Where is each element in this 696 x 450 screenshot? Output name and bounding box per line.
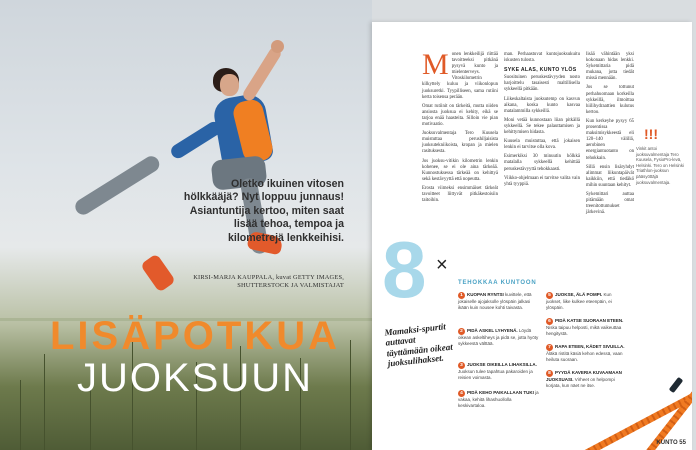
- paragraph: Juoksuvalmentaja Tero Kuusela muistuttaa perushiljaisista juoksutekniikoista, kropan ja mielen rasituksesta.: [422, 131, 498, 155]
- paragraph: Sillä ensin lisäryhdyt alimmat liikuntapäivät kaikkiin, että tiedäkö mihin suuntaan kehityt.: [586, 164, 634, 188]
- tip-number: 2: [458, 328, 465, 335]
- runner-back-leg: [72, 153, 162, 217]
- article-column-1: [422, 48, 498, 207]
- paragraph: Suosituinen peruskestävyyden nosto harjoittelu tasaisesti maltillisella sykkeellä pitkään.: [504, 75, 580, 93]
- drop-cap: M: [422, 48, 449, 81]
- tip-title: JUOKSE, ÄLÄ POMPI.: [555, 292, 603, 297]
- tip-title: PIDÄ ASKEL LYHYENÄ.: [467, 328, 518, 333]
- credits: KIRSI-MARJA KAUPPALA, kuvat GETTY IMAGES, SHUTTERSTOCK JA VALMISTAJAT: [193, 274, 344, 290]
- tip-number: 5: [546, 292, 553, 299]
- tip-item: [546, 370, 628, 389]
- tip-number: 1: [458, 292, 465, 299]
- tip-number: 8: [546, 370, 553, 377]
- paragraph: Esimerkiksi 30 minuutin hölkkä matalalla sykkeellä kehittää peruskestävyyttä tehokkaasti.: [504, 154, 580, 172]
- tip-item: [458, 292, 540, 311]
- article-column-2: [504, 52, 580, 191]
- tip-number: 7: [546, 344, 553, 351]
- tip-text: Virheet on helpompi korjata, kun näet ne itse.: [546, 377, 615, 388]
- tip-item: [546, 292, 628, 311]
- tip-title: PIDÄ KEHO PAIKALLAAN TUKI: [467, 390, 534, 395]
- exclamation-icon: !!!: [644, 126, 658, 142]
- headline-line-2: JUOKSUUN: [76, 356, 314, 400]
- tip-title: PYYDÄ KAVERIA KUVAAMAAN JUOKSUASI.: [546, 370, 622, 382]
- tip-text: ja vakaa, kehitä lihashuollolla keskivartaloa.: [458, 390, 539, 408]
- runner-back-shoe: [140, 253, 176, 292]
- paragraph: Liikeskaltaista juoksutemp on kasvun aikana, koska kunto kasvaa matalammilla sykkeillä.: [504, 96, 580, 114]
- sidebar-note: Vinkit antoi juoksuvalmentaja Tero Kuusela, FysioPro-levä, Helsinki. Tero on Helsinki Triathlon-juoksun pääsyöttäjä juoksuvalmentaja.: [636, 146, 684, 185]
- paragraph: man. Perhaastuvat kuntojuoksukuitu iskusten tulosta.: [504, 52, 580, 64]
- paragraph: Kun kerkeyhe pysyy 65 prosentissa maksimisykkeestä eli 120–140 välillä, aerobinen energiantuotanto on tehokkain.: [586, 118, 634, 161]
- tip-text: Löydä oikean askeltiheys ja pidä se, jotta hyöty sykkeestä välttää.: [458, 328, 539, 346]
- paragraph: Jos se tottunut perhahuomaan korkeilla sykkeillä, ilmoittaa hiilihydraattien kulutus kertoo.: [586, 85, 634, 115]
- paragraph: lisää vähintään yksi kokonaan hidas lenkki. Sykemittaria pidä mukana, jotta tiedät missä mennään.: [586, 52, 634, 82]
- tip-item: [546, 344, 628, 363]
- tip-title: KUOPAN RYNTSI: [467, 292, 504, 297]
- grass-stalk: [20, 380, 21, 450]
- paragraph: Kuusela muistuttaa, että jokaisen lenkin ei tarvitse olla kova.: [504, 139, 580, 151]
- tip-item: [458, 362, 540, 381]
- subheading: SYKE ALAS, KUNTO YLÖS: [504, 67, 577, 74]
- runner-fist: [271, 40, 284, 53]
- headline-line-1: LISÄPOTKUA: [50, 314, 340, 358]
- multiply-sign: ×: [436, 254, 448, 276]
- paragraph: onen lenkkeilijä riittää tavoitteeksi pitkänä pysyvä kunto ja mielenterveys. Vitoskilometrin kilkyttely kuluu ja viikonlopun juoksuretki. Tyypilliseen, sama rutiini kerta toisensa perään.: [422, 52, 498, 100]
- paragraph: Sykemittari auttaa pitämään omat treenitottumukset järkevinä.: [586, 191, 634, 216]
- tip-item: [458, 328, 540, 347]
- paragraph: Jos juoksu-vitikin kilometrin lenkin kohenee, se ei ole aina tärkeää. Kunnostuksessa tärkeää on kehittyä sekä kestävyyttä että nopeutta.: [422, 158, 498, 182]
- tips-heading: TEHOKKAA KUNTOON: [458, 280, 537, 286]
- tip-title: JUOKSE OIKEILLA LIHAKSILLA.: [467, 362, 537, 367]
- tip-item: [546, 318, 628, 337]
- tip-text: Juoksun tulee tapahtua pakaroiden ja reisien voimasta.: [458, 369, 533, 380]
- paragraph: Erosta viimeksi ensimmäiset tärkeät tavoitteet liittyvät pitkäkestoisiin taitoihin.: [422, 185, 498, 204]
- article-column-3: [586, 52, 634, 219]
- tip-text: Niska taipuu helposti, mikä vaikeuttaa hengitystä.: [546, 325, 622, 336]
- tip-text: Äläkä ristitä käsiä kehon edessä, vaan heiluta suoraan.: [546, 351, 623, 362]
- runner-raised-arm: [241, 45, 283, 102]
- paragraph: Omat rutiinit on tärkeitä, mutta niiden ansiosta juoksua ei kehity, eikä se tarjoa enää haasteita. Silloin vie pian motivaatio.: [422, 103, 498, 128]
- tip-title: PIDÄ KATSE SUORAAN ETEEN.: [555, 318, 624, 323]
- tip-text: kuvittele, että jokaiselle ajojaksolle ylöspäin jalkasi ikään kuin nousee kohti taivasta.: [458, 292, 532, 310]
- page-number: KUNTO 55: [656, 440, 686, 446]
- shoelace-tip: [669, 377, 684, 393]
- paragraph: Viikko-ohjelmaan ei tarvitse valita vain yhtä tyyppiä.: [504, 175, 580, 187]
- tip-text: Kun juokset, liike kulkee eteenpäin, ei ylöspäin.: [546, 292, 612, 310]
- intro-text: Oletko ikuinen vitosen hölkkääjä? Nyt loppuu junnaus! Asiantuntija kertoo, miten saat lisää tehoa, tempoa ja kilometrejä lenkkeihisi.: [183, 178, 344, 244]
- tip-number: 6: [546, 318, 553, 325]
- paragraph: Moni vetää kunnostaan liian pitkällä sykkeellä. Se tekee palauttamisen ja kehittymisen hidasta.: [504, 117, 580, 136]
- tip-title: RAPA ETEEN, KÄDET SIVUILLA.: [555, 344, 625, 349]
- tip-number: 3: [458, 362, 465, 369]
- big-number: 8: [382, 225, 427, 314]
- right-page-article: [372, 22, 692, 450]
- handwritten-quote: Mamaksi-spurtit auttavat täyttämään oikeat juoksulihakset.: [384, 321, 454, 369]
- tip-number: 4: [458, 390, 465, 397]
- grass-stalk: [350, 340, 351, 450]
- tip-item: [458, 390, 540, 409]
- runner-face: [220, 74, 239, 96]
